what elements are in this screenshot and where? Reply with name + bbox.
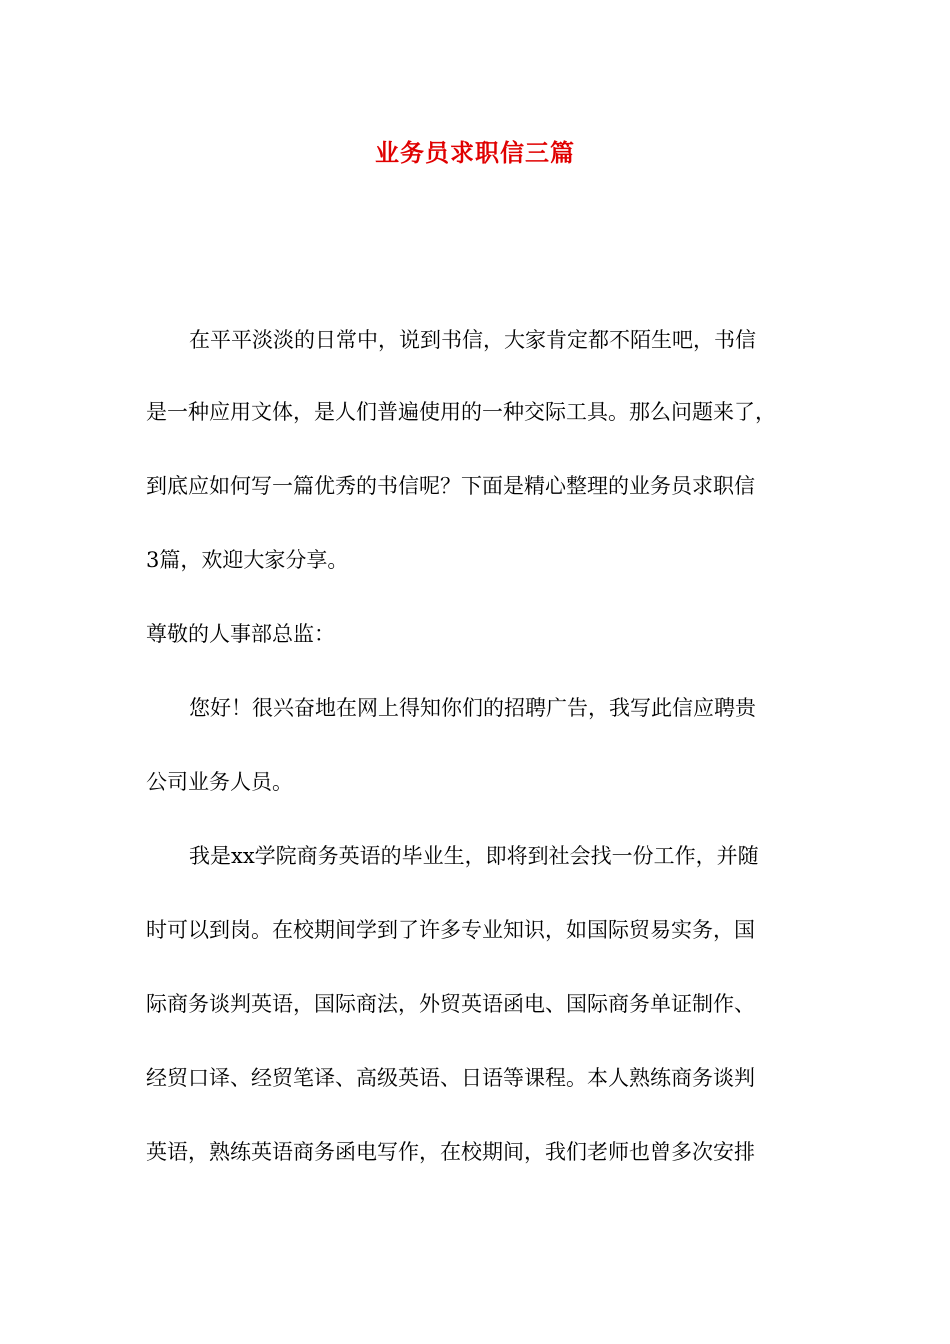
paragraph-line: 时可以到岗。在校期间学到了许多专业知识，如国际贸易实务，国 [146,918,755,942]
paragraph-line: 英语，熟练英语商务函电写作，在校期间，我们老师也曾多次安排 [146,1140,755,1164]
paragraph-line: 经贸口译、经贸笔译、高级英语、日语等课程。本人熟练商务谈判 [146,1066,755,1090]
paragraph-line: 到底应如何写一篇优秀的书信呢？下面是精心整理的业务员求职信 [146,474,755,498]
paragraph-line: 际商务谈判英语，国际商法，外贸英语函电、国际商务单证制作、 [146,992,755,1016]
paragraph-line: 我是xx学院商务英语的毕业生，即将到社会找一份工作，并随 [189,844,759,868]
paragraph-line: 3篇，欢迎大家分享。 [146,548,349,572]
document-title: 业务员求职信三篇 [375,138,575,167]
paragraph-line: 是一种应用文体，是人们普遍使用的一种交际工具。那么问题来了， [146,400,776,424]
paragraph-line: 公司业务人员。 [146,770,293,794]
paragraph-line: 您好！很兴奋地在网上得知你们的招聘广告，我写此信应聘贵 [189,696,756,720]
salutation-line: 尊敬的人事部总监： [146,622,335,646]
paragraph-line: 在平平淡淡的日常中，说到书信，大家肯定都不陌生吧，书信 [189,328,756,352]
